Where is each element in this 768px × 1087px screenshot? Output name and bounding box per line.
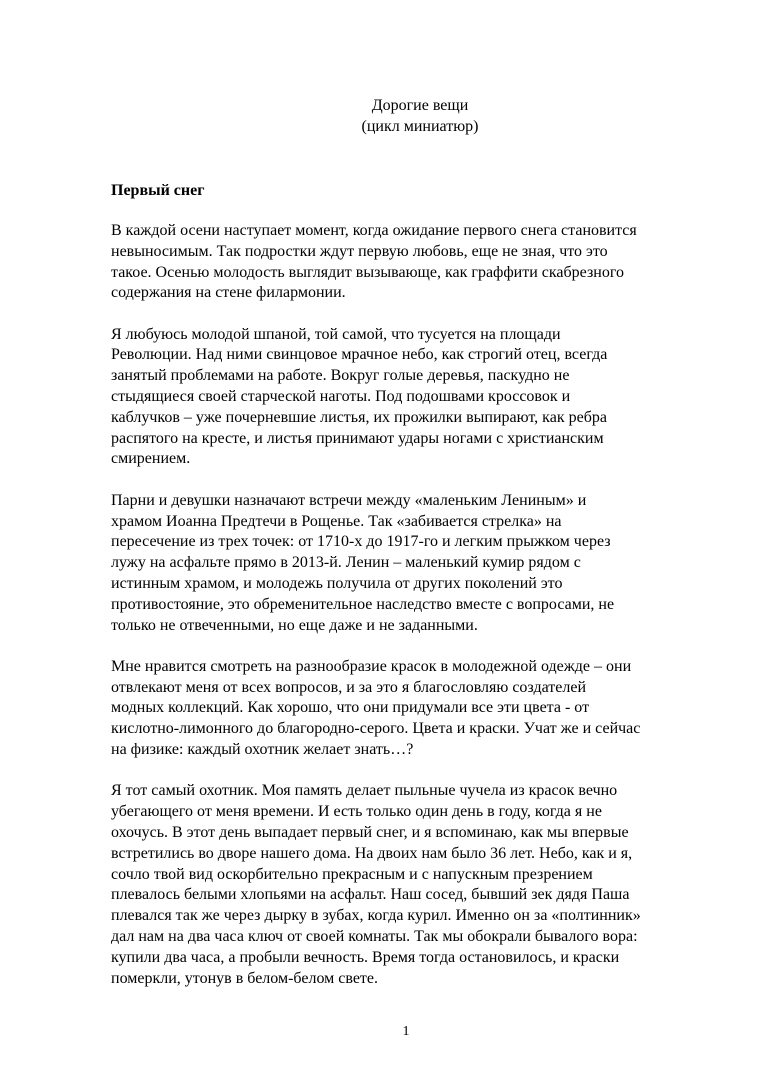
document-subtitle: (цикл миниатюр) bbox=[361, 118, 479, 135]
text-line: Революции. Над ними свинцовое мрачное небо, как строгий отец, всегда bbox=[111, 346, 608, 364]
section-heading: Первый снег bbox=[111, 182, 205, 199]
text-line: В каждой осени наступает момент, когда ожидание первого снега становится bbox=[111, 222, 637, 239]
text-line: противостояние, это обременительное наследство вместе с вопросами, не bbox=[111, 595, 615, 613]
text-line: Мне нравится смотреть на разнообразие красок в молодежной одежде – они bbox=[111, 657, 632, 675]
text-line: пересечение из трех точек: от 1710-х до 1917-го и легким прыжком через bbox=[111, 533, 611, 551]
text-line: купили два часа, а пробыли вечность. Время тогда остановилось, и краски bbox=[111, 948, 620, 966]
text-line: невыносимым. Так подростки ждут первую любовь, еще не зная, что это bbox=[111, 242, 608, 260]
text-line: такое. Осенью молодость выглядит вызывающе, как граффити скабрезного bbox=[111, 263, 625, 281]
body-text bbox=[111, 221, 711, 1010]
text-line: охочусь. В этот день выпадает первый снег, и я вспоминаю, как мы впервые bbox=[111, 823, 629, 841]
text-line: стыдящиеся своей старческой наготы. Под подошвами кроссовок и bbox=[111, 388, 571, 406]
text-line: померкли, утонув в белом-белом свете. bbox=[111, 969, 379, 987]
text-line: истинным храмом, и молодежь получила от других поколений это bbox=[111, 574, 563, 592]
text-line: занятый проблемами на работе. Вокруг голые деревья, паскудно не bbox=[111, 367, 570, 385]
page-number: 1 bbox=[402, 1024, 410, 1039]
text-line: отвлекают меня от всех вопросов, и за это я благословляю создателей bbox=[111, 678, 587, 696]
text-line: плевалось белыми хлопьями на асфальт. Наш сосед, бывший зек дядя Паша bbox=[111, 886, 630, 904]
text-line: кислотно-лимонного до благородно-серого. Цвета и краски. Учат же и сейчас bbox=[111, 720, 641, 738]
text-line: содержания на стене филармонии. bbox=[111, 284, 346, 302]
document-title: Дорогие вещи bbox=[371, 97, 469, 114]
paragraph-2 bbox=[111, 325, 711, 471]
text-line: смирением. bbox=[111, 450, 191, 468]
text-line: Парни и девушки назначают встречи между «маленьким Лениным» и bbox=[111, 491, 587, 509]
paragraph-5 bbox=[111, 781, 711, 989]
paragraph-4 bbox=[111, 657, 711, 761]
text-line: храмом Иоанна Предтечи в Рощенье. Так «забивается стрелка» на bbox=[111, 512, 562, 530]
text-line: сочло твой вид оскорбительно прекрасным и с напускным презрением bbox=[111, 865, 593, 883]
text-line: дал нам на два часа ключ от своей комнаты. Так мы обокрали бывалого вора: bbox=[111, 927, 638, 945]
paragraph-1 bbox=[111, 221, 711, 304]
text-line: модных коллекций. Как хорошо, что они придумали все эти цвета - от bbox=[111, 699, 590, 717]
text-line: плевался так же через дырку в зубах, когда курил. Именно он за «полтинник» bbox=[111, 907, 641, 925]
text-line: только не отвеченными, но еще даже и не заданными. bbox=[111, 616, 478, 634]
text-line: на физике: каждый охотник желает знать…? bbox=[111, 741, 414, 759]
text-line: каблучков – уже почерневшие листья, их прожилки выпирают, как ребра bbox=[111, 408, 607, 426]
text-line: Я тот самый охотник. Моя память делает пыльные чучела из красок вечно bbox=[111, 782, 618, 800]
text-line: распятого на кресте, и листья принимают удары ногами с христианским bbox=[111, 429, 604, 447]
text-line: Я любуюсь молодой шпаной, той самой, что тусуется на площади bbox=[111, 325, 561, 343]
paragraph-3 bbox=[111, 491, 711, 637]
title-block bbox=[0, 95, 768, 137]
text-line: встретились во дворе нашего дома. На двоих нам было 36 лет. Небо, как и я, bbox=[111, 844, 633, 862]
text-line: лужу на асфальте прямо в 2013-й. Ленин – маленький кумир рядом с bbox=[111, 554, 581, 572]
text-line: убегающего от меня времени. И есть только один день в году, когда я не bbox=[111, 803, 602, 821]
